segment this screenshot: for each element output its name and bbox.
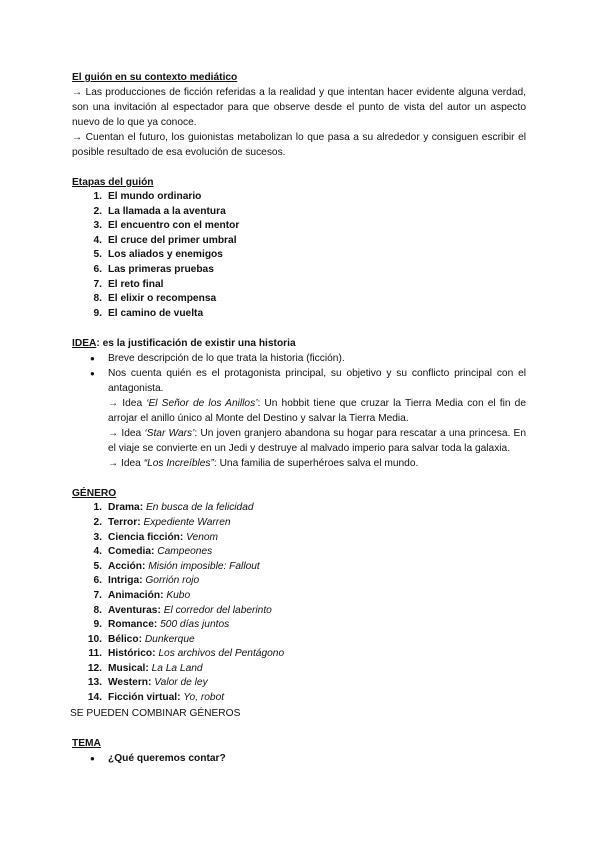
- film-title: Gorrión rojo: [145, 575, 200, 587]
- genre-label: Bélico:: [108, 633, 142, 645]
- film-title: 500 días juntos: [160, 619, 230, 631]
- example-text: : Una familia de superhéroes salva el mundo.: [213, 458, 419, 470]
- item-number: 2.: [93, 205, 102, 217]
- list-item: [72, 633, 526, 648]
- list-item: [72, 516, 526, 531]
- list-item: [72, 205, 526, 220]
- idea-example: [108, 456, 526, 471]
- section-title-tema: TEMA: [72, 737, 101, 749]
- item-number: 8.: [93, 604, 102, 616]
- list-item: [72, 219, 526, 234]
- genre-label: Comedia:: [108, 546, 155, 558]
- item-label: El reto final: [108, 278, 164, 290]
- list-item: [72, 307, 526, 322]
- genre-label: Histórico:: [108, 648, 156, 660]
- item-number: 7.: [93, 278, 102, 290]
- item-number: 11.: [88, 648, 102, 660]
- item-number: 4.: [93, 234, 102, 246]
- example-title: “Los Increíbles”: [143, 458, 214, 470]
- idea-bullet-text: ● Nos cuenta quién es el protagonista principal, su objetivo y su conflicto principal con el antagonista.: [108, 368, 526, 395]
- item-number: 3.: [93, 531, 102, 543]
- document-page: [72, 70, 526, 766]
- section-title-etapas: Etapas del guión: [72, 177, 154, 188]
- idea-heading: [72, 336, 526, 351]
- item-number: 6.: [93, 575, 102, 587]
- item-number: 9.: [93, 307, 102, 319]
- list-item: [72, 589, 526, 604]
- item-number: 12.: [87, 662, 102, 674]
- item-number: 5.: [93, 249, 102, 261]
- genre-label: Intriga:: [108, 575, 143, 587]
- item-number: 10.: [87, 633, 102, 645]
- genre-label: Terror:: [108, 516, 141, 528]
- list-item: [72, 618, 526, 633]
- genre-label: Romance:: [108, 619, 158, 631]
- film-title: Misión imposible: Fallout: [148, 560, 260, 572]
- idea-definition: : es la justificación de existir una historia: [96, 338, 296, 350]
- list-item: [72, 647, 526, 662]
- list-item: [72, 531, 526, 546]
- example-prefix: → Idea: [108, 428, 145, 440]
- item-label: Los aliados y enemigos: [108, 249, 223, 261]
- example-prefix: → Idea: [108, 398, 147, 410]
- item-label: El elixir o recompensa: [108, 293, 217, 305]
- item-label: El camino de vuelta: [108, 307, 204, 319]
- list-item: [72, 248, 526, 263]
- item-number: 7.: [93, 589, 102, 601]
- item-label: El encuentro con el mentor: [108, 220, 240, 232]
- idea-example: [108, 426, 526, 456]
- list-item: [72, 604, 526, 619]
- item-label: Las primeras pruebas: [108, 263, 214, 275]
- film-title: Los archivos del Pentágono: [158, 648, 285, 660]
- film-title: Yo, robot: [183, 692, 225, 704]
- list-item: [90, 751, 526, 766]
- item-number: 9.: [93, 619, 102, 631]
- list-item: [72, 545, 526, 560]
- list-item: [90, 366, 526, 471]
- section-title-guion: El guión en su contexto mediático: [72, 72, 238, 83]
- idea-example: [108, 396, 526, 426]
- etapas-list: [72, 190, 526, 321]
- genre-label: Ciencia ficción:: [108, 531, 184, 543]
- idea-list: [72, 351, 526, 471]
- film-title: Expediente Warren: [143, 516, 231, 528]
- item-number: 13.: [87, 677, 102, 689]
- list-item: [72, 560, 526, 575]
- list-item: [72, 190, 526, 205]
- genre-label: Aventuras:: [108, 604, 161, 616]
- film-title: El corredor del laberinto: [163, 604, 272, 616]
- list-item: [72, 574, 526, 589]
- list-item: [72, 234, 526, 249]
- film-title: En busca de la felicidad: [145, 502, 254, 514]
- example-text: : Un hobbit tiene que cruzar la Tierra Media con el fin de arrojar el anillo único al Monte del Destino y salvar la Tierra Media.: [108, 398, 526, 425]
- example-title: ‘El Señor de los Anillos’: [146, 398, 258, 410]
- item-number: 6.: [93, 263, 102, 275]
- idea-bullet-text: Breve descripción de lo que trata la historia (ficción).: [108, 353, 345, 365]
- genre-label: Animación:: [108, 589, 164, 601]
- section-title-genero: GÉNERO: [72, 488, 117, 500]
- example-prefix: → Idea: [108, 458, 144, 470]
- item-label: La llamada a la aventura: [108, 205, 226, 217]
- item-number: 3.: [93, 220, 102, 232]
- film-title: Valor de ley: [154, 677, 208, 689]
- item-number: 1.: [93, 191, 102, 202]
- item-label: El cruce del primer umbral: [108, 234, 237, 246]
- list-item: [72, 691, 526, 706]
- paragraph-futuro: → Cuentan el futuro, los guionistas metabolizan lo que pasa a su alrededor y consiguen escribir el posible resultado de esa evolución de sucesos.: [72, 132, 526, 158]
- item-number: 5.: [93, 560, 102, 572]
- list-item: [72, 676, 526, 691]
- genre-label: Ficción virtual:: [108, 692, 181, 704]
- genre-note: SE PUEDEN COMBINAR GÉNEROS: [70, 707, 241, 719]
- item-number: 14.: [87, 692, 102, 704]
- tema-list: [72, 751, 526, 766]
- genre-label: Acción:: [108, 560, 146, 572]
- list-item: [72, 662, 526, 677]
- item-number: 8.: [93, 293, 102, 305]
- example-title: ‘Star Wars’: [144, 428, 195, 440]
- genero-list: [72, 501, 526, 705]
- list-item: [72, 292, 526, 307]
- film-title: Kubo: [166, 589, 191, 601]
- item-label: El mundo ordinario: [108, 191, 202, 202]
- list-item: [72, 278, 526, 293]
- list-item: [72, 263, 526, 278]
- example-text: : Un joven granjero abandona su hogar para rescatar a una princesa. En el viaje se convierte en un Jedi y destruye al malvado imperio para salvar toda la galaxia.: [108, 428, 526, 455]
- genre-label: Drama:: [108, 502, 144, 514]
- film-title: La La Land: [151, 662, 203, 674]
- paragraph-ficcion: → Las producciones de ficción referidas a la realidad y que intentan hacer evidente alguna verdad, son una invitación al espectador para que observe desde el punto de vista del autor un aspecto nuevo de lo que ya conoce.: [72, 87, 526, 128]
- list-item: [90, 351, 526, 366]
- genre-label: Musical:: [108, 662, 149, 674]
- film-title: Venom: [186, 531, 219, 543]
- film-title: Dunkerque: [144, 633, 195, 645]
- list-item: [72, 501, 526, 516]
- tema-bullet-text: ¿Qué queremos contar?: [108, 752, 226, 764]
- genre-label: Western:: [108, 677, 152, 689]
- item-number: 4.: [93, 546, 102, 558]
- film-title: Campeones: [157, 546, 213, 558]
- item-number: 2.: [93, 516, 102, 528]
- item-number: 1.: [93, 502, 102, 514]
- section-title-idea: IDEA: [72, 338, 97, 350]
